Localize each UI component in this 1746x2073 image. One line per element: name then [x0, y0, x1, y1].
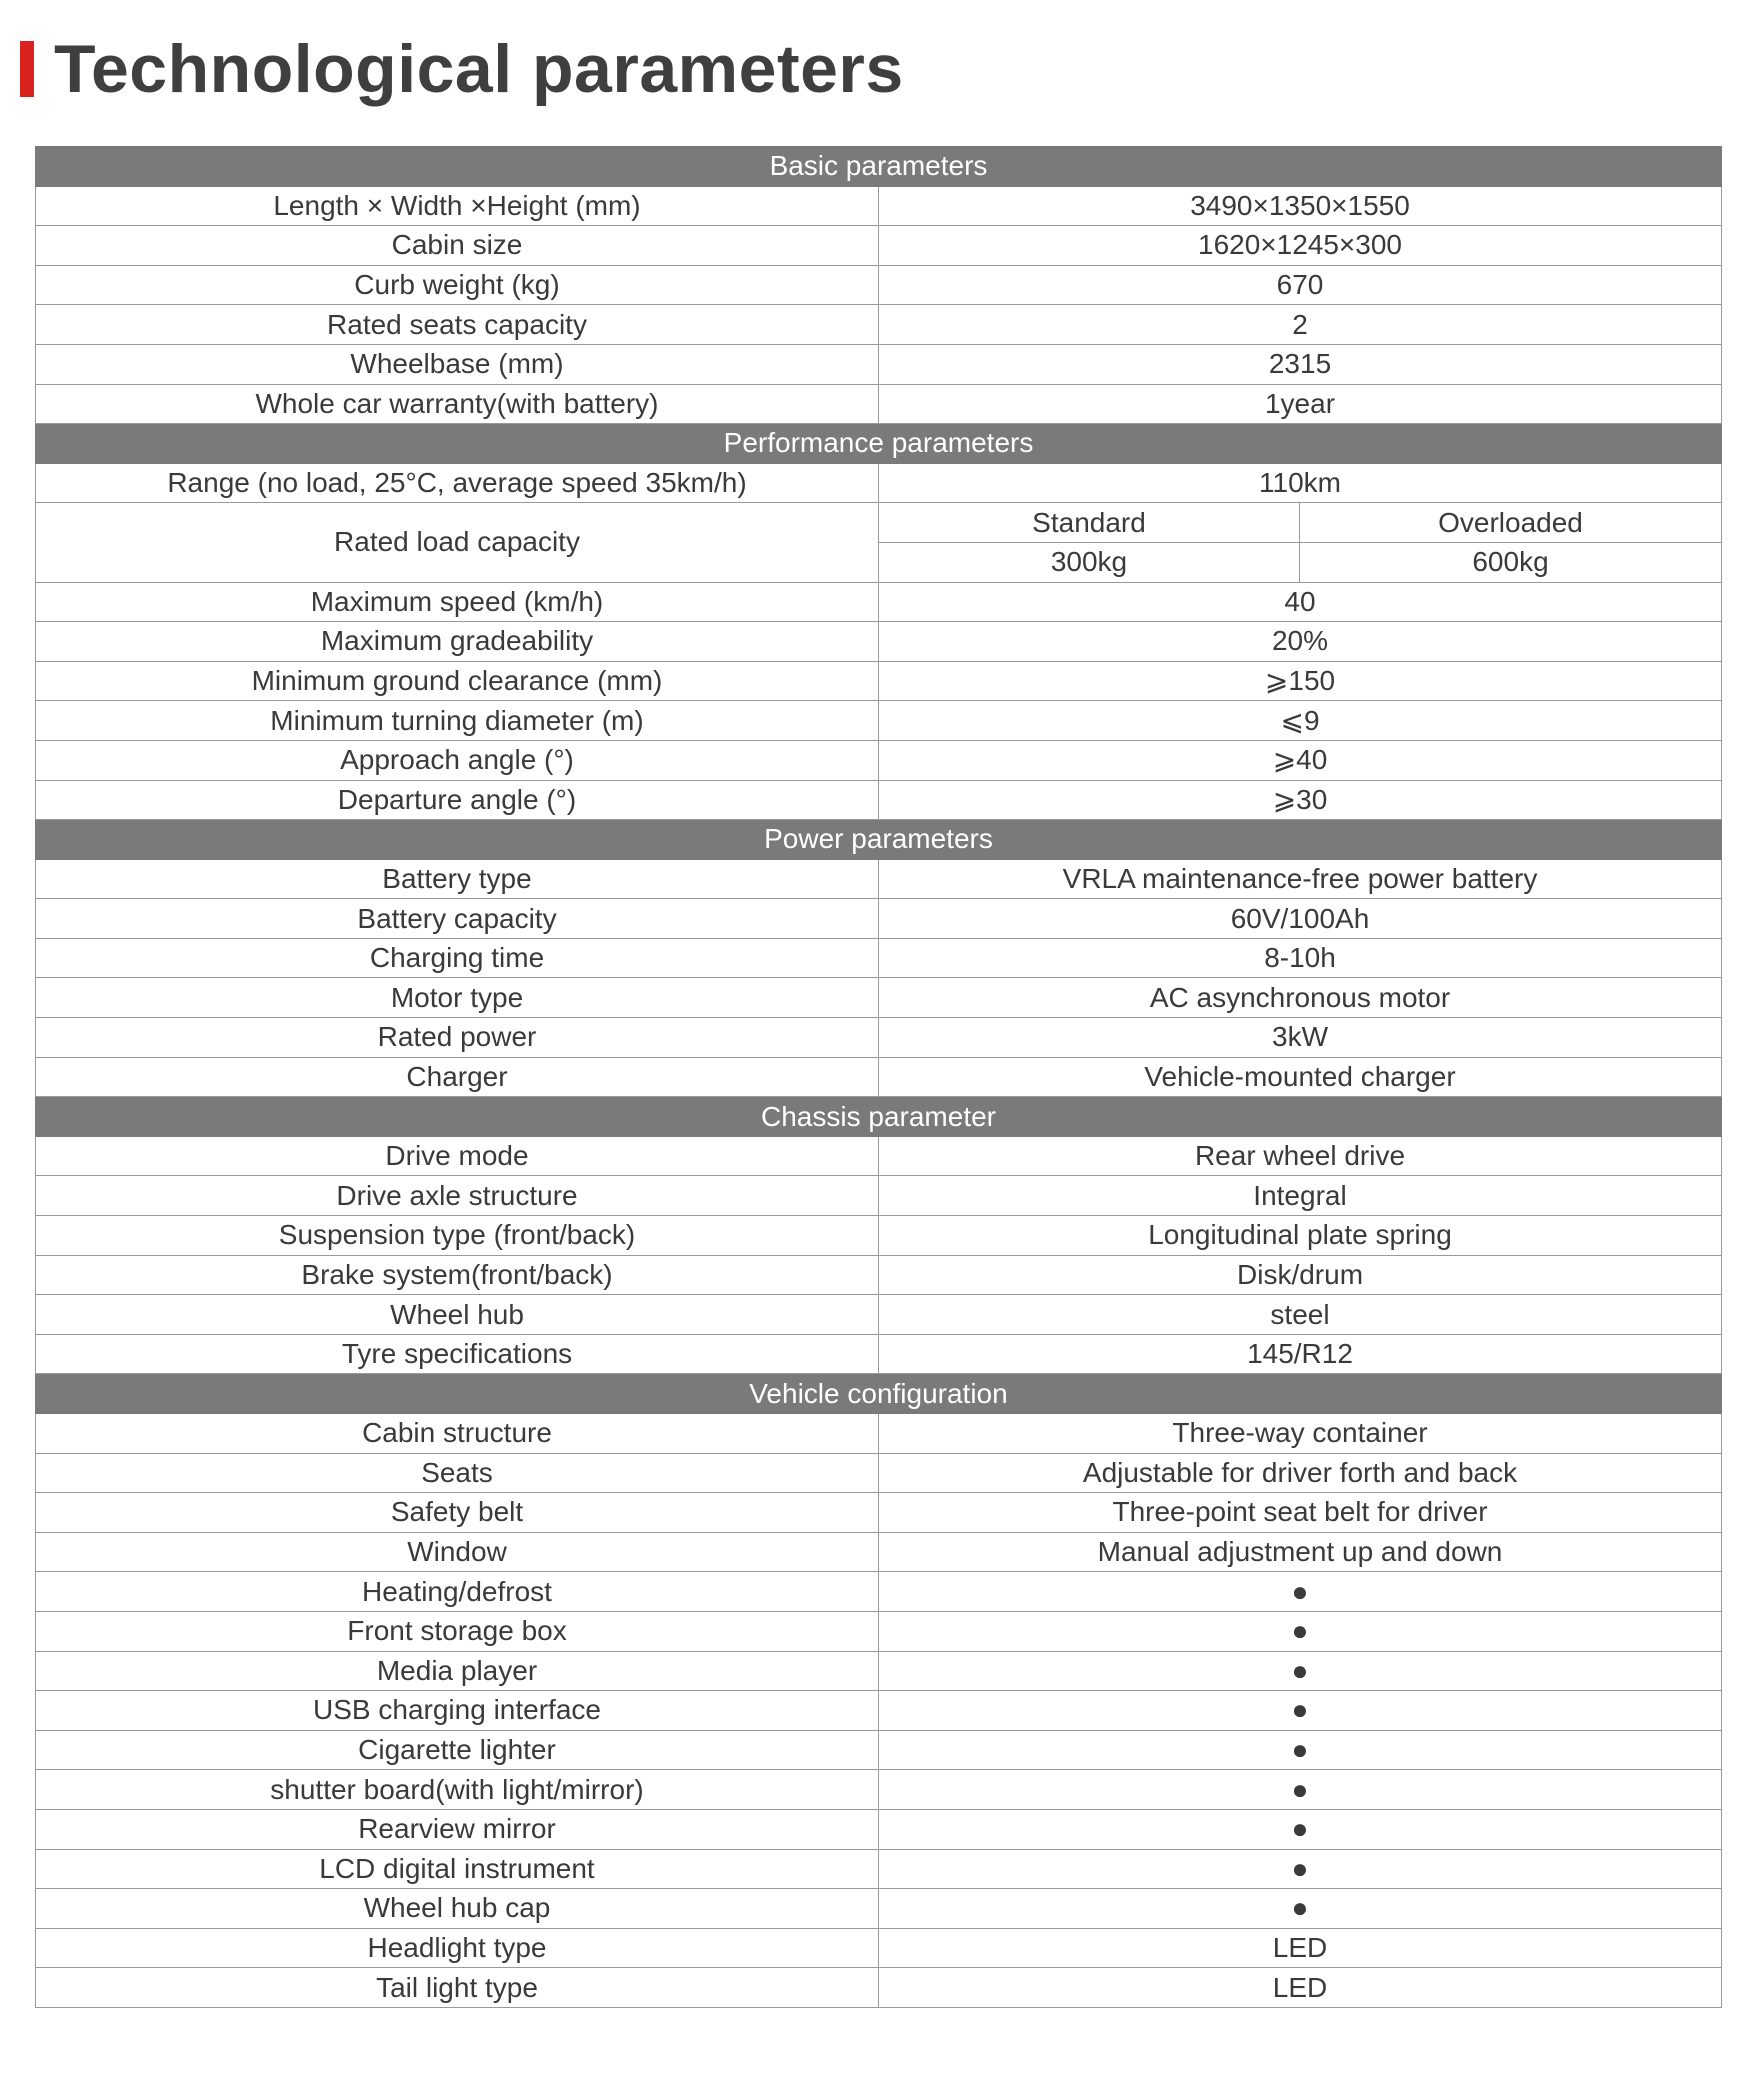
- table-row: [36, 1453, 1722, 1493]
- param-value: Three-way container: [879, 1414, 1722, 1454]
- param-label: Rearview mirror: [36, 1809, 879, 1849]
- param-label: Suspension type (front/back): [36, 1216, 879, 1256]
- param-value: 40: [879, 582, 1722, 622]
- table-row: [36, 978, 1722, 1018]
- param-label: Brake system(front/back): [36, 1255, 879, 1295]
- param-value-dot: ●: [879, 1611, 1722, 1651]
- load-overloaded-label: Overloaded: [1300, 503, 1722, 543]
- param-value-dot: ●: [879, 1770, 1722, 1810]
- param-label: Range (no load, 25°C, average speed 35km/h): [36, 463, 879, 503]
- table-row: [36, 582, 1722, 622]
- table-row: [36, 1176, 1722, 1216]
- title-block: [20, 24, 904, 114]
- param-label: Whole car warranty(with battery): [36, 384, 879, 424]
- param-label: shutter board(with light/mirror): [36, 1770, 879, 1810]
- table-row: [36, 1849, 1722, 1889]
- table-row: [36, 1691, 1722, 1731]
- spec-table: [35, 146, 1722, 2008]
- param-value: Manual adjustment up and down: [879, 1532, 1722, 1572]
- table-row: [36, 1889, 1722, 1929]
- table-row: [36, 344, 1722, 384]
- param-label: LCD digital instrument: [36, 1849, 879, 1889]
- param-value: Three-point seat belt for driver: [879, 1493, 1722, 1533]
- param-value: Disk/drum: [879, 1255, 1722, 1295]
- param-label: Headlight type: [36, 1928, 879, 1968]
- param-value-dot: ●: [879, 1651, 1722, 1691]
- param-label: Battery type: [36, 859, 879, 899]
- page-title: Technological parameters: [54, 31, 904, 107]
- table-row: [36, 1414, 1722, 1454]
- param-value: VRLA maintenance-free power battery: [879, 859, 1722, 899]
- table-row: [36, 899, 1722, 939]
- title-accent-bar: [20, 41, 34, 97]
- table-row: [36, 1018, 1722, 1058]
- section-title: Vehicle configuration: [36, 1374, 1722, 1414]
- table-row: [36, 384, 1722, 424]
- load-overloaded-value: 600kg: [1300, 542, 1722, 582]
- param-label: Approach angle (°): [36, 740, 879, 780]
- param-value: ⩾30: [879, 780, 1722, 820]
- param-value-dot: ●: [879, 1730, 1722, 1770]
- param-value-dot: ●: [879, 1889, 1722, 1929]
- param-value: LED: [879, 1968, 1722, 2008]
- param-value: 110km: [879, 463, 1722, 503]
- param-value: 60V/100Ah: [879, 899, 1722, 939]
- param-label: Departure angle (°): [36, 780, 879, 820]
- table-row: [36, 1730, 1722, 1770]
- table-row: [36, 701, 1722, 741]
- param-label: Drive mode: [36, 1136, 879, 1176]
- param-label: Front storage box: [36, 1611, 879, 1651]
- section-header-config: [36, 1374, 1722, 1414]
- param-value: 8-10h: [879, 938, 1722, 978]
- param-value-dot: ●: [879, 1691, 1722, 1731]
- table-row: [36, 1651, 1722, 1691]
- param-label: Safety belt: [36, 1493, 879, 1533]
- param-label: Curb weight (kg): [36, 265, 879, 305]
- param-value: Adjustable for driver forth and back: [879, 1453, 1722, 1493]
- param-label: Battery capacity: [36, 899, 879, 939]
- section-title: Chassis parameter: [36, 1097, 1722, 1137]
- param-label: Charger: [36, 1057, 879, 1097]
- param-label: Heating/defrost: [36, 1572, 879, 1612]
- param-label: Tail light type: [36, 1968, 879, 2008]
- table-row: [36, 186, 1722, 226]
- param-label: Minimum ground clearance (mm): [36, 661, 879, 701]
- table-row: [36, 1493, 1722, 1533]
- section-title: Basic parameters: [36, 147, 1722, 187]
- param-label: Drive axle structure: [36, 1176, 879, 1216]
- param-label: Rated seats capacity: [36, 305, 879, 345]
- table-row: [36, 1136, 1722, 1176]
- table-row: [36, 463, 1722, 503]
- param-label: Cigarette lighter: [36, 1730, 879, 1770]
- param-label: USB charging interface: [36, 1691, 879, 1731]
- table-row: [36, 265, 1722, 305]
- section-title: Performance parameters: [36, 424, 1722, 464]
- param-label: Maximum gradeability: [36, 622, 879, 662]
- param-label: Wheel hub cap: [36, 1889, 879, 1929]
- table-row: [36, 622, 1722, 662]
- table-row: [36, 1057, 1722, 1097]
- param-value: Integral: [879, 1176, 1722, 1216]
- param-value: ⩽9: [879, 701, 1722, 741]
- table-row: [36, 1216, 1722, 1256]
- param-label: Minimum turning diameter (m): [36, 701, 879, 741]
- param-label: Rated power: [36, 1018, 879, 1058]
- param-value-dot: ●: [879, 1572, 1722, 1612]
- table-row: [36, 1255, 1722, 1295]
- table-row: [36, 1928, 1722, 1968]
- table-row: [36, 1532, 1722, 1572]
- table-row: [36, 661, 1722, 701]
- param-value: 1year: [879, 384, 1722, 424]
- table-row: [36, 1809, 1722, 1849]
- table-row: [36, 1611, 1722, 1651]
- table-row-load: [36, 503, 1722, 543]
- param-label: Wheelbase (mm): [36, 344, 879, 384]
- param-label: Length × Width ×Height (mm): [36, 186, 879, 226]
- param-value: ⩾150: [879, 661, 1722, 701]
- param-label: Wheel hub: [36, 1295, 879, 1335]
- section-header-basic: [36, 147, 1722, 187]
- param-value: 2: [879, 305, 1722, 345]
- param-value: steel: [879, 1295, 1722, 1335]
- param-value: 145/R12: [879, 1334, 1722, 1374]
- table-row: [36, 1968, 1722, 2008]
- section-title: Power parameters: [36, 820, 1722, 860]
- table-row: [36, 938, 1722, 978]
- section-header-power: [36, 820, 1722, 860]
- section-header-performance: [36, 424, 1722, 464]
- table-row: [36, 1295, 1722, 1335]
- table-row: [36, 1770, 1722, 1810]
- param-value: Longitudinal plate spring: [879, 1216, 1722, 1256]
- load-standard-label: Standard: [879, 503, 1300, 543]
- param-value-dot: ●: [879, 1809, 1722, 1849]
- param-label: Tyre specifications: [36, 1334, 879, 1374]
- param-value: 20%: [879, 622, 1722, 662]
- param-value: 2315: [879, 344, 1722, 384]
- param-label: Motor type: [36, 978, 879, 1018]
- param-value: LED: [879, 1928, 1722, 1968]
- param-value: ⩾40: [879, 740, 1722, 780]
- param-label: Media player: [36, 1651, 879, 1691]
- param-label: Cabin size: [36, 226, 879, 266]
- param-label: Window: [36, 1532, 879, 1572]
- spec-table-body: [36, 147, 1722, 2008]
- param-value: Rear wheel drive: [879, 1136, 1722, 1176]
- param-value: 3490×1350×1550: [879, 186, 1722, 226]
- table-row: [36, 305, 1722, 345]
- table-row: [36, 740, 1722, 780]
- table-row: [36, 226, 1722, 266]
- table-row: [36, 1572, 1722, 1612]
- param-value: 670: [879, 265, 1722, 305]
- table-row: [36, 780, 1722, 820]
- table-row: [36, 1334, 1722, 1374]
- param-value: Vehicle-mounted charger: [879, 1057, 1722, 1097]
- param-value: 3kW: [879, 1018, 1722, 1058]
- table-row: [36, 859, 1722, 899]
- param-label: Maximum speed (km/h): [36, 582, 879, 622]
- param-label: Charging time: [36, 938, 879, 978]
- param-value: 1620×1245×300: [879, 226, 1722, 266]
- section-header-chassis: [36, 1097, 1722, 1137]
- param-label: Rated load capacity: [36, 503, 879, 582]
- param-label: Cabin structure: [36, 1414, 879, 1454]
- param-value: AC asynchronous motor: [879, 978, 1722, 1018]
- param-value-dot: ●: [879, 1849, 1722, 1889]
- load-standard-value: 300kg: [879, 542, 1300, 582]
- param-label: Seats: [36, 1453, 879, 1493]
